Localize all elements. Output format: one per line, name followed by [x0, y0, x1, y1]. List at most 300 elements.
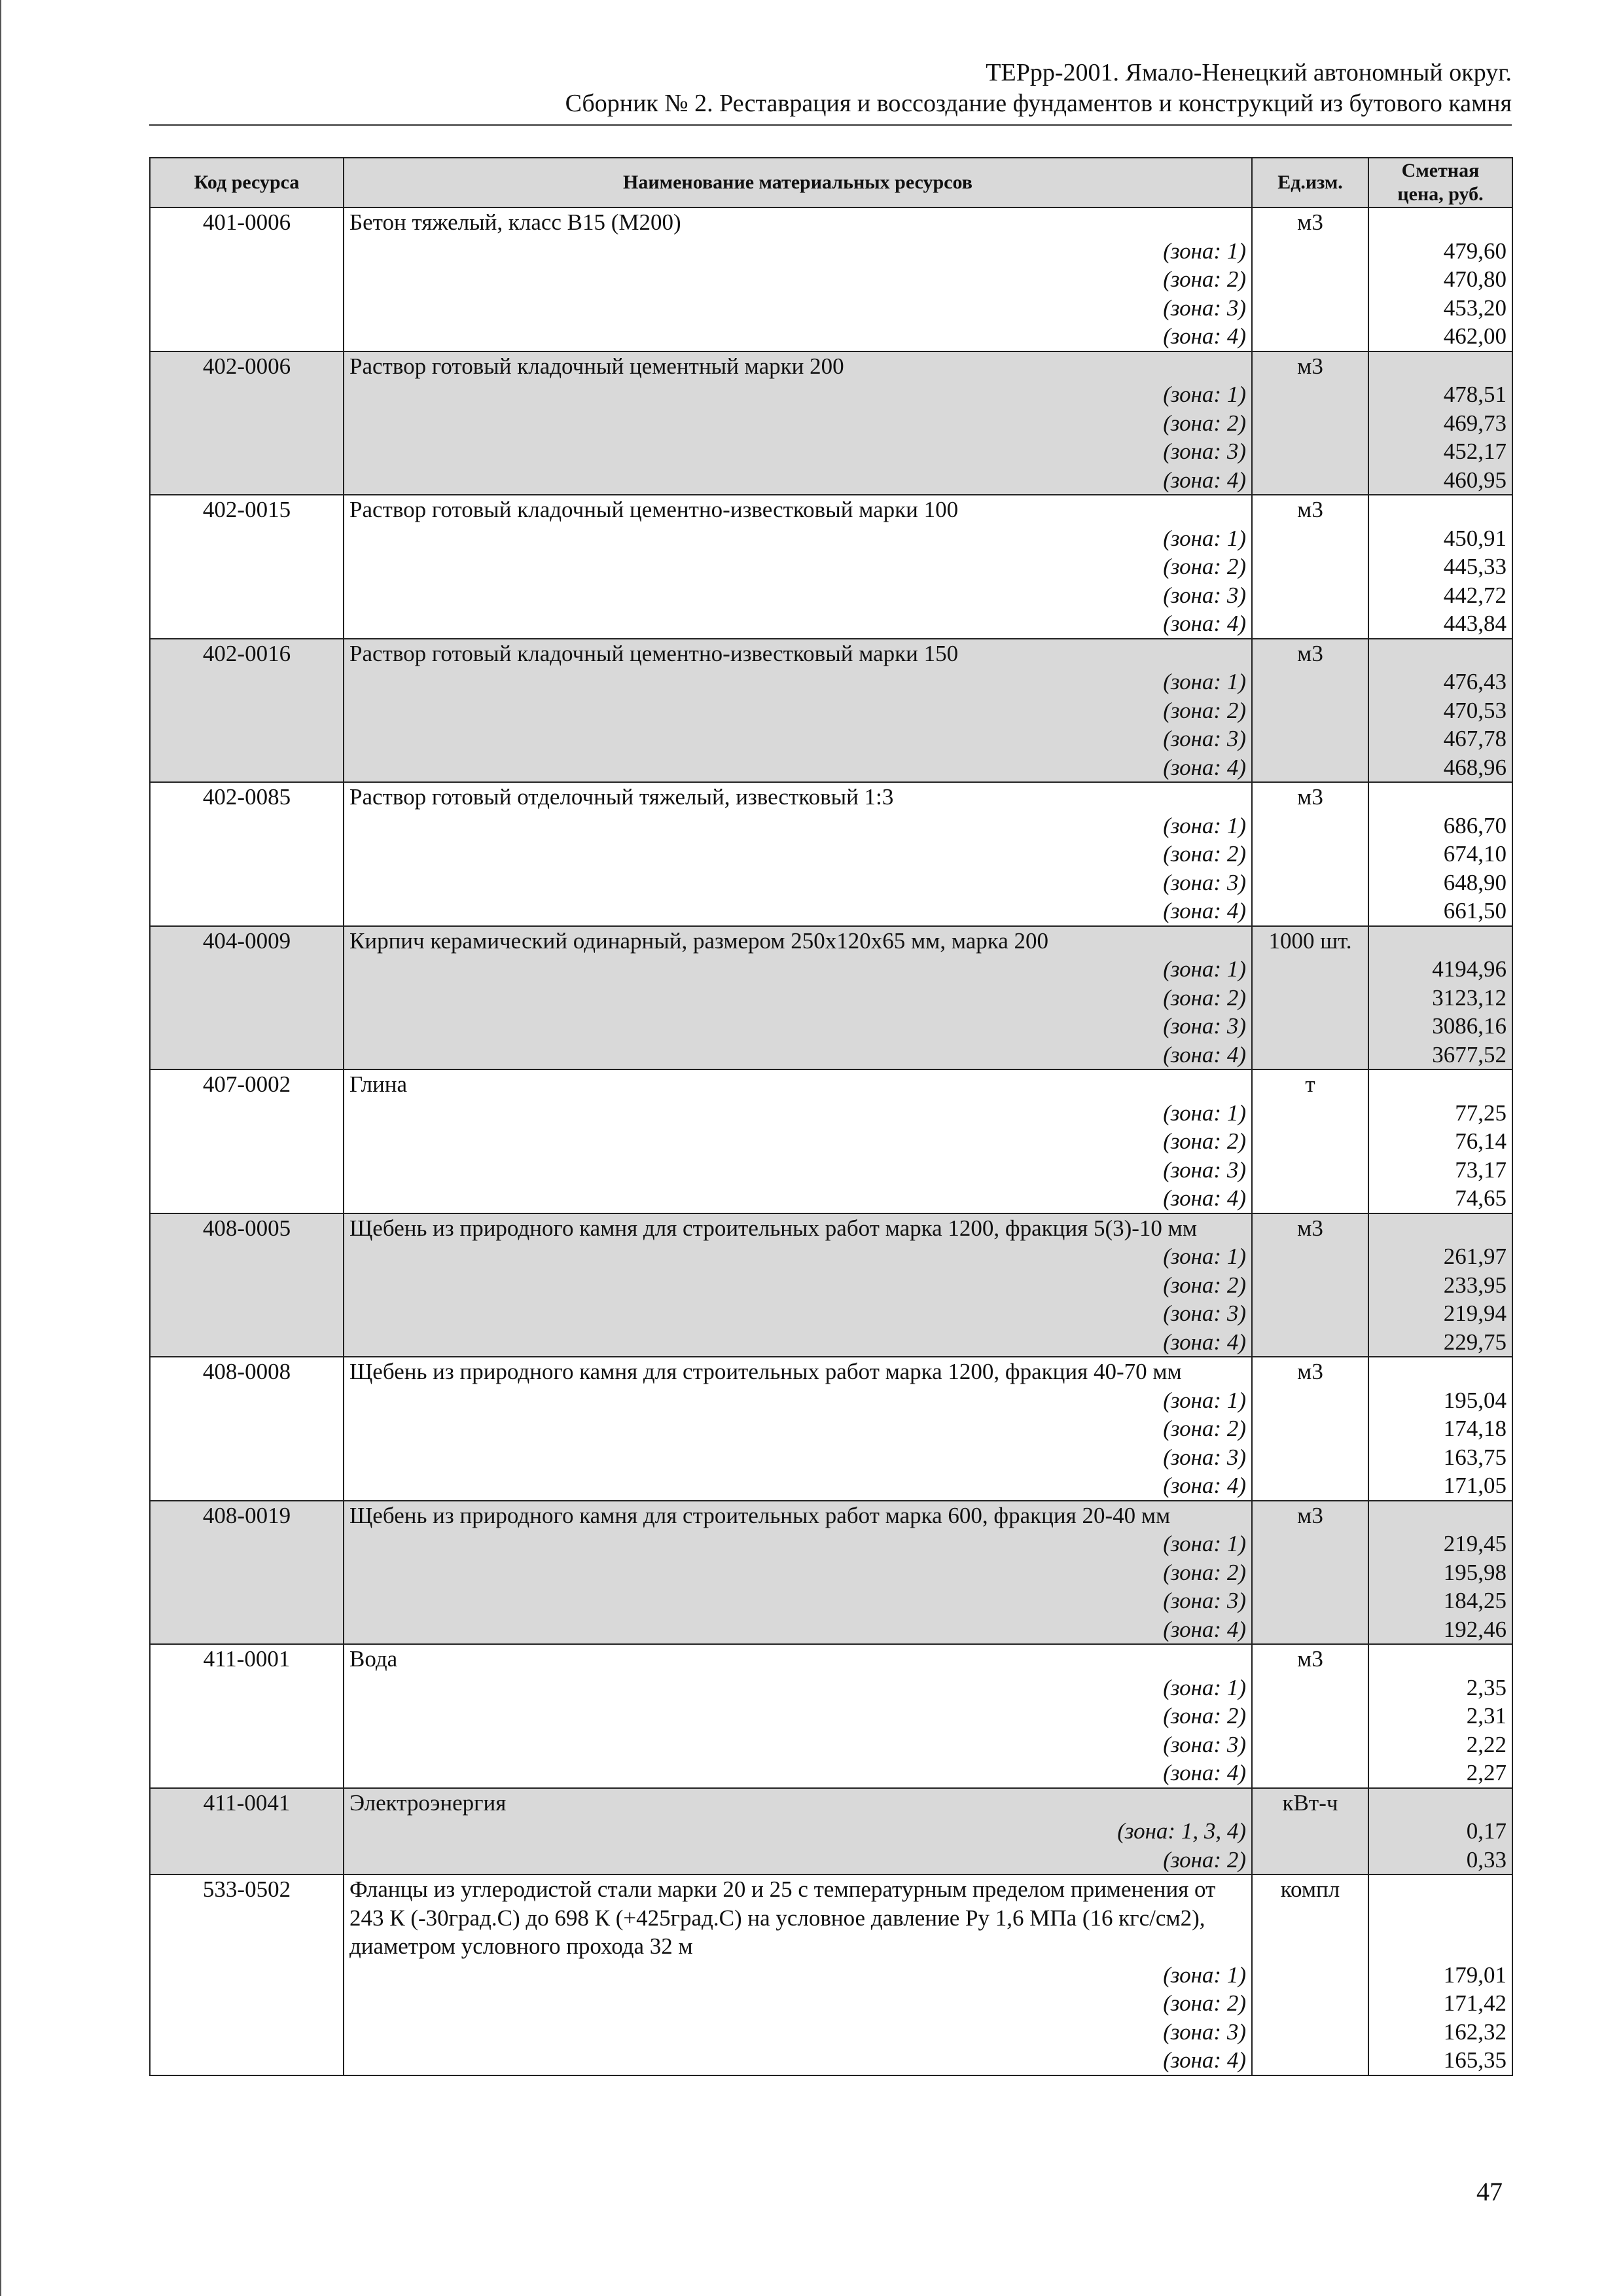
resource-code: 402-0015: [150, 495, 344, 524]
resource-price-empty: [1368, 1213, 1512, 1243]
zone-code-empty: [150, 668, 344, 696]
zone-code-empty: [150, 812, 344, 840]
table-row: [150, 1644, 1512, 1674]
zone-label: (зона: 1): [344, 380, 1252, 409]
zone-price: 3123,12: [1368, 984, 1512, 1013]
table-row: [150, 1501, 1512, 1530]
zone-price: 184,25: [1368, 1587, 1512, 1615]
zone-unit-empty: [1252, 437, 1368, 466]
zone-row: [150, 668, 1512, 696]
column-header-unit: Ед.изм.: [1252, 158, 1368, 207]
zone-price: 2,22: [1368, 1731, 1512, 1759]
column-header-price: [1368, 158, 1512, 207]
zone-price: 195,04: [1368, 1386, 1512, 1415]
page-header: [149, 58, 1512, 119]
zone-row: [150, 1127, 1512, 1156]
zone-label: (зона: 1): [344, 1386, 1252, 1415]
resource-group: [150, 1788, 1512, 1875]
zone-code-empty: [150, 1271, 344, 1300]
resource-code: 401-0006: [150, 207, 344, 237]
zone-unit-empty: [1252, 1471, 1368, 1501]
zone-code-empty: [150, 466, 344, 495]
zone-unit-empty: [1252, 1443, 1368, 1472]
zone-row: [150, 609, 1512, 639]
zone-row: [150, 1041, 1512, 1070]
resource-name: Бетон тяжелый, класс В15 (М200): [344, 207, 1252, 237]
zone-row: [150, 1099, 1512, 1128]
resource-name: Фланцы из углеродистой стали марки 20 и 25 с температурным пределом применения от 243 К (-30град.С) до 698 К (+425град.С) на условное давление Ру 1,6 МПа (16 кгс/см2), диаметром условного прохода 32 м: [344, 1874, 1252, 1961]
zone-row: [150, 552, 1512, 581]
resource-group: [150, 1357, 1512, 1501]
zone-row: [150, 1702, 1512, 1731]
zone-price: 73,17: [1368, 1156, 1512, 1185]
zone-code-empty: [150, 437, 344, 466]
zone-price: 163,75: [1368, 1443, 1512, 1472]
zone-unit-empty: [1252, 1271, 1368, 1300]
resource-code: 402-0016: [150, 639, 344, 668]
zone-unit-empty: [1252, 812, 1368, 840]
table-header-row: [150, 158, 1512, 207]
column-header-code: Код ресурса: [150, 158, 344, 207]
resource-unit: м3: [1252, 495, 1368, 524]
resource-group: [150, 351, 1512, 495]
zone-code-empty: [150, 1817, 344, 1846]
resource-unit: м3: [1252, 1357, 1368, 1386]
zone-row: [150, 322, 1512, 351]
page-number: 47: [1476, 2177, 1503, 2206]
zone-code-empty: [150, 1759, 344, 1788]
header-title: ТЕРрр-2001. Ямало-Ненецкий автономный округ.: [986, 59, 1512, 86]
page-edge: [0, 0, 1, 2296]
resource-price-empty: [1368, 495, 1512, 524]
zone-unit-empty: [1252, 1386, 1368, 1415]
zone-unit-empty: [1252, 984, 1368, 1013]
zone-row: [150, 1674, 1512, 1702]
zone-code-empty: [150, 1012, 344, 1041]
resource-unit: 1000 шт.: [1252, 926, 1368, 956]
zone-unit-empty: [1252, 1674, 1368, 1702]
zone-code-empty: [150, 552, 344, 581]
zone-row: [150, 2018, 1512, 2047]
resource-price-empty: [1368, 782, 1512, 812]
zone-code-empty: [150, 869, 344, 897]
zone-label: (зона: 2): [344, 1414, 1252, 1443]
zone-unit-empty: [1252, 265, 1368, 294]
resource-unit: компл: [1252, 1874, 1368, 1961]
zone-price: 661,50: [1368, 897, 1512, 926]
zone-row: [150, 1471, 1512, 1501]
zone-unit-empty: [1252, 322, 1368, 351]
zone-code-empty: [150, 984, 344, 1013]
zone-price: 76,14: [1368, 1127, 1512, 1156]
zone-label: (зона: 2): [344, 1846, 1252, 1875]
resource-group: [150, 495, 1512, 639]
zone-row: [150, 1184, 1512, 1213]
zone-unit-empty: [1252, 1242, 1368, 1271]
zone-price: 195,98: [1368, 1558, 1512, 1587]
zone-unit-empty: [1252, 1156, 1368, 1185]
table-row: [150, 639, 1512, 668]
zone-price: 261,97: [1368, 1242, 1512, 1271]
resource-price-empty: [1368, 1357, 1512, 1386]
zone-price: 74,65: [1368, 1184, 1512, 1213]
zone-unit-empty: [1252, 869, 1368, 897]
zone-label: (зона: 1): [344, 1242, 1252, 1271]
zone-label: (зона: 4): [344, 609, 1252, 639]
zone-code-empty: [150, 1558, 344, 1587]
zone-price: 165,35: [1368, 2046, 1512, 2075]
zone-unit-empty: [1252, 466, 1368, 495]
zone-price: 674,10: [1368, 840, 1512, 869]
zone-unit-empty: [1252, 1558, 1368, 1587]
zone-row: [150, 1443, 1512, 1472]
zone-row: [150, 1242, 1512, 1271]
resource-name: Кирпич керамический одинарный, размером 250х120х65 мм, марка 200: [344, 926, 1252, 956]
zone-label: (зона: 1, 3, 4): [344, 1817, 1252, 1846]
zone-price: 174,18: [1368, 1414, 1512, 1443]
resource-code: 408-0005: [150, 1213, 344, 1243]
zone-row: [150, 437, 1512, 466]
zone-row: [150, 840, 1512, 869]
zone-price: 229,75: [1368, 1328, 1512, 1357]
zone-unit-empty: [1252, 1817, 1368, 1846]
zone-price: 3677,52: [1368, 1041, 1512, 1070]
table-row: [150, 495, 1512, 524]
zone-code-empty: [150, 1702, 344, 1731]
zone-label: (зона: 2): [344, 1127, 1252, 1156]
zone-code-empty: [150, 322, 344, 351]
resource-name: Щебень из природного камня для строительных работ марка 1200, фракция 40-70 мм: [344, 1357, 1252, 1386]
zone-row: [150, 812, 1512, 840]
resource-price-empty: [1368, 207, 1512, 237]
zone-row: [150, 265, 1512, 294]
zone-row: [150, 1846, 1512, 1875]
zone-code-empty: [150, 1530, 344, 1558]
resource-unit: кВт-ч: [1252, 1788, 1368, 1818]
zone-label: (зона: 3): [344, 1156, 1252, 1185]
resource-group: [150, 207, 1512, 351]
zone-code-empty: [150, 581, 344, 610]
zone-code-empty: [150, 725, 344, 753]
zone-code-empty: [150, 1299, 344, 1328]
zone-row: [150, 1961, 1512, 1990]
zone-row: [150, 1414, 1512, 1443]
zone-unit-empty: [1252, 1099, 1368, 1128]
header-subtitle: Сборник № 2. Реставрация и воссоздание фундаментов и конструкций из бутового камня: [565, 90, 1512, 117]
resource-group: [150, 639, 1512, 783]
zone-price: 442,72: [1368, 581, 1512, 610]
zone-price: 453,20: [1368, 294, 1512, 323]
zone-unit-empty: [1252, 955, 1368, 984]
zone-unit-empty: [1252, 1846, 1368, 1875]
zone-code-empty: [150, 1471, 344, 1501]
resource-group: [150, 1213, 1512, 1357]
zone-code-empty: [150, 1041, 344, 1070]
zone-price: 171,42: [1368, 1989, 1512, 2018]
table-row: [150, 926, 1512, 956]
zone-price: 462,00: [1368, 322, 1512, 351]
zone-label: (зона: 3): [344, 1299, 1252, 1328]
zone-unit-empty: [1252, 1731, 1368, 1759]
zone-unit-empty: [1252, 380, 1368, 409]
resource-price-empty: [1368, 926, 1512, 956]
zone-unit-empty: [1252, 725, 1368, 753]
zone-unit-empty: [1252, 2046, 1368, 2075]
zone-code-empty: [150, 1099, 344, 1128]
zone-label: (зона: 3): [344, 869, 1252, 897]
zone-label: (зона: 2): [344, 984, 1252, 1013]
resource-code: 411-0001: [150, 1644, 344, 1674]
zone-unit-empty: [1252, 1961, 1368, 1990]
table-row: [150, 1357, 1512, 1386]
zone-code-empty: [150, 2046, 344, 2075]
zone-label: (зона: 1): [344, 1099, 1252, 1128]
zone-label: (зона: 1): [344, 1961, 1252, 1990]
resource-group: [150, 1069, 1512, 1213]
resource-group: [150, 1501, 1512, 1645]
zone-label: (зона: 2): [344, 696, 1252, 725]
zone-unit-empty: [1252, 696, 1368, 725]
zone-label: (зона: 1): [344, 668, 1252, 696]
zone-label: (зона: 3): [344, 437, 1252, 466]
zone-label: (зона: 4): [344, 1041, 1252, 1070]
zone-unit-empty: [1252, 552, 1368, 581]
zone-unit-empty: [1252, 294, 1368, 323]
zone-price: 450,91: [1368, 524, 1512, 553]
zone-label: (зона: 1): [344, 812, 1252, 840]
zone-unit-empty: [1252, 1702, 1368, 1731]
zone-label: (зона: 4): [344, 466, 1252, 495]
resource-unit: м3: [1252, 1213, 1368, 1243]
resource-unit: м3: [1252, 782, 1368, 812]
resource-name: Раствор готовый кладочный цементно-известковый марки 150: [344, 639, 1252, 668]
zone-price: 468,96: [1368, 753, 1512, 783]
zone-label: (зона: 2): [344, 1989, 1252, 2018]
resource-price-empty: [1368, 1788, 1512, 1818]
zone-label: (зона: 2): [344, 1271, 1252, 1300]
zone-price: 233,95: [1368, 1271, 1512, 1300]
zone-row: [150, 1299, 1512, 1328]
zone-row: [150, 955, 1512, 984]
zone-price: 478,51: [1368, 380, 1512, 409]
zone-code-empty: [150, 1961, 344, 1990]
zone-code-empty: [150, 409, 344, 438]
zone-unit-empty: [1252, 1328, 1368, 1357]
zone-unit-empty: [1252, 1012, 1368, 1041]
zone-code-empty: [150, 1184, 344, 1213]
zone-price: 0,33: [1368, 1846, 1512, 1875]
zone-price: 686,70: [1368, 812, 1512, 840]
zone-price: 192,46: [1368, 1615, 1512, 1645]
zone-row: [150, 1615, 1512, 1645]
zone-price: 476,43: [1368, 668, 1512, 696]
zone-row: [150, 581, 1512, 610]
resources-table: [149, 157, 1513, 2076]
zone-row: [150, 725, 1512, 753]
zone-code-empty: [150, 1989, 344, 2018]
zone-price: 452,17: [1368, 437, 1512, 466]
zone-label: (зона: 3): [344, 2018, 1252, 2047]
zone-row: [150, 1989, 1512, 2018]
resource-price-empty: [1368, 639, 1512, 668]
zone-code-empty: [150, 696, 344, 725]
table-row: [150, 207, 1512, 237]
zone-code-empty: [150, 2018, 344, 2047]
zone-label: (зона: 2): [344, 552, 1252, 581]
zone-unit-empty: [1252, 840, 1368, 869]
zone-unit-empty: [1252, 237, 1368, 266]
zone-unit-empty: [1252, 1615, 1368, 1645]
zone-price: 2,27: [1368, 1759, 1512, 1788]
zone-row: [150, 1271, 1512, 1300]
zone-price: 162,32: [1368, 2018, 1512, 2047]
zone-code-empty: [150, 1156, 344, 1185]
zone-code-empty: [150, 1674, 344, 1702]
zone-label: (зона: 4): [344, 322, 1252, 351]
zone-unit-empty: [1252, 1759, 1368, 1788]
resource-code: 402-0006: [150, 351, 344, 381]
table-row: [150, 1788, 1512, 1818]
zone-code-empty: [150, 1846, 344, 1875]
zone-price: 469,73: [1368, 409, 1512, 438]
zone-price: 467,78: [1368, 725, 1512, 753]
resource-group: [150, 926, 1512, 1070]
zone-label: (зона: 1): [344, 1530, 1252, 1558]
resource-code: 407-0002: [150, 1069, 344, 1099]
zone-row: [150, 524, 1512, 553]
zone-code-empty: [150, 1615, 344, 1645]
resource-unit: м3: [1252, 207, 1368, 237]
zone-label: (зона: 2): [344, 409, 1252, 438]
zone-price: 445,33: [1368, 552, 1512, 581]
resource-price-empty: [1368, 1501, 1512, 1530]
zone-label: (зона: 1): [344, 1674, 1252, 1702]
zone-code-empty: [150, 1328, 344, 1357]
zone-label: (зона: 4): [344, 1471, 1252, 1501]
zone-code-empty: [150, 1587, 344, 1615]
zone-price: 443,84: [1368, 609, 1512, 639]
resource-code: 533-0502: [150, 1874, 344, 1961]
zone-row: [150, 1328, 1512, 1357]
zone-code-empty: [150, 1242, 344, 1271]
zone-unit-empty: [1252, 409, 1368, 438]
zone-label: (зона: 4): [344, 2046, 1252, 2075]
zone-row: [150, 1558, 1512, 1587]
resource-code: 402-0085: [150, 782, 344, 812]
resource-code: 411-0041: [150, 1788, 344, 1818]
zone-unit-empty: [1252, 897, 1368, 926]
zone-unit-empty: [1252, 1530, 1368, 1558]
column-header-price-line2: цена, руб.: [1397, 183, 1484, 205]
zone-code-empty: [150, 294, 344, 323]
zone-price: 0,17: [1368, 1817, 1512, 1846]
resource-code: 408-0019: [150, 1501, 344, 1530]
zone-row: [150, 1530, 1512, 1558]
zone-label: (зона: 2): [344, 840, 1252, 869]
zone-price: 2,31: [1368, 1702, 1512, 1731]
resource-name: Раствор готовый отделочный тяжелый, известковый 1:3: [344, 782, 1252, 812]
zone-label: (зона: 3): [344, 725, 1252, 753]
resource-group: [150, 1874, 1512, 2075]
zone-label: (зона: 3): [344, 1443, 1252, 1472]
resource-name: Щебень из природного камня для строительных работ марка 600, фракция 20-40 мм: [344, 1501, 1252, 1530]
zone-label: (зона: 1): [344, 955, 1252, 984]
resource-price-empty: [1368, 1874, 1512, 1961]
zone-unit-empty: [1252, 1989, 1368, 2018]
resource-unit: м3: [1252, 639, 1368, 668]
resource-group: [150, 782, 1512, 926]
zone-unit-empty: [1252, 1414, 1368, 1443]
header-divider: [149, 124, 1512, 126]
zone-code-empty: [150, 237, 344, 266]
column-header-price-line1: Сметная: [1401, 160, 1480, 181]
zone-unit-empty: [1252, 609, 1368, 639]
zone-price: 4194,96: [1368, 955, 1512, 984]
table-row: [150, 1069, 1512, 1099]
zone-code-empty: [150, 955, 344, 984]
zone-label: (зона: 4): [344, 897, 1252, 926]
zone-code-empty: [150, 897, 344, 926]
zone-label: (зона: 2): [344, 1702, 1252, 1731]
zone-label: (зона: 4): [344, 1759, 1252, 1788]
zone-label: (зона: 2): [344, 1558, 1252, 1587]
zone-row: [150, 1731, 1512, 1759]
zone-price: 470,80: [1368, 265, 1512, 294]
zone-price: 460,95: [1368, 466, 1512, 495]
zone-code-empty: [150, 753, 344, 783]
resource-unit: м3: [1252, 1644, 1368, 1674]
zone-code-empty: [150, 1386, 344, 1415]
zone-row: [150, 1587, 1512, 1615]
zone-price: 179,01: [1368, 1961, 1512, 1990]
resource-name: Щебень из природного камня для строительных работ марка 1200, фракция 5(3)-10 мм: [344, 1213, 1252, 1243]
zone-price: 219,45: [1368, 1530, 1512, 1558]
zone-unit-empty: [1252, 668, 1368, 696]
zone-label: (зона: 3): [344, 294, 1252, 323]
zone-price: 171,05: [1368, 1471, 1512, 1501]
resource-price-empty: [1368, 351, 1512, 381]
zone-label: (зона: 4): [344, 1615, 1252, 1645]
zone-label: (зона: 1): [344, 237, 1252, 266]
resource-name: Раствор готовый кладочный цементный марки 200: [344, 351, 1252, 381]
zone-row: [150, 696, 1512, 725]
zone-code-empty: [150, 1127, 344, 1156]
zone-unit-empty: [1252, 1184, 1368, 1213]
zone-row: [150, 466, 1512, 495]
table-row: [150, 1213, 1512, 1243]
zone-label: (зона: 3): [344, 1731, 1252, 1759]
zone-code-empty: [150, 265, 344, 294]
zone-code-empty: [150, 1731, 344, 1759]
zone-row: [150, 869, 1512, 897]
resource-unit: м3: [1252, 1501, 1368, 1530]
zone-label: (зона: 3): [344, 1012, 1252, 1041]
zone-label: (зона: 4): [344, 1184, 1252, 1213]
resource-unit: т: [1252, 1069, 1368, 1099]
zone-label: (зона: 4): [344, 753, 1252, 783]
resource-name: Электроэнергия: [344, 1788, 1252, 1818]
zone-label: (зона: 4): [344, 1328, 1252, 1357]
zone-label: (зона: 3): [344, 581, 1252, 610]
table-row: [150, 1874, 1512, 1961]
zone-unit-empty: [1252, 753, 1368, 783]
zone-row: [150, 294, 1512, 323]
resource-unit: м3: [1252, 351, 1368, 381]
zone-row: [150, 409, 1512, 438]
column-header-name: Наименование материальных ресурсов: [344, 158, 1252, 207]
zone-row: [150, 1817, 1512, 1846]
resource-price-empty: [1368, 1644, 1512, 1674]
